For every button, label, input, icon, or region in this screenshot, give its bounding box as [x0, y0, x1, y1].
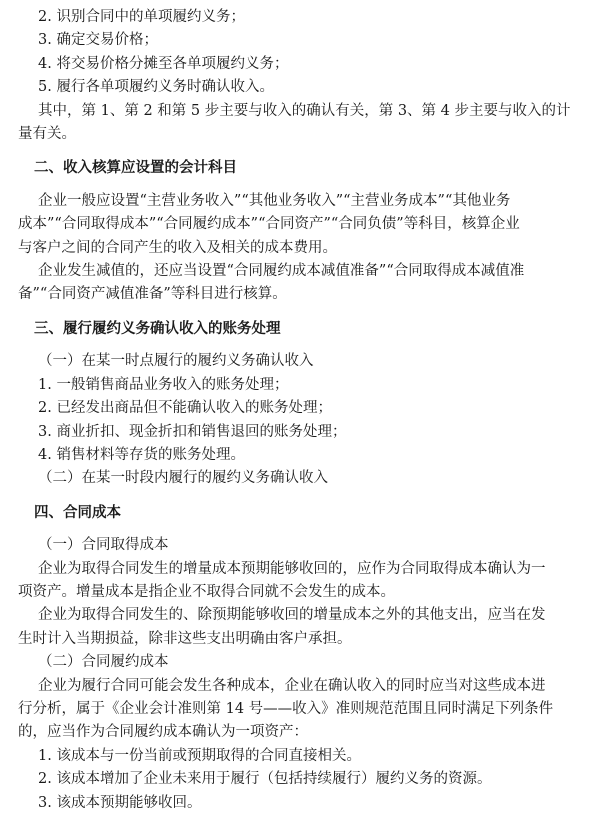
list-item: 1. 该成本与一份当前或预期取得的合同直接相关。	[38, 747, 361, 764]
subsection-heading: （二）在某一时段内履行的履约义务确认收入	[38, 470, 328, 487]
section2-paragraph-1	[18, 190, 578, 260]
list-item: 2. 识别合同中的单项履约义务；	[38, 9, 245, 25]
paragraph-line: 企业一般应设置“主营业务收入”“其他业务收入”“主营业务成本”“其他业务	[38, 192, 511, 209]
step-list	[18, 6, 578, 100]
section4-list	[18, 745, 578, 815]
paragraph-line: 项资产。增量成本是指企业不取得合同就不会发生的成本。	[18, 583, 395, 600]
list-item: 1. 一般销售商品业务收入的账务处理；	[38, 376, 289, 393]
paragraph-line: 量有关。	[18, 126, 76, 143]
section-heading: 四、合同成本	[34, 504, 121, 521]
section-heading: 三、履行履约义务确认收入的账务处理	[34, 320, 281, 337]
paragraph-line: 备”“合同资产减值准备”等科目进行核算。	[18, 286, 287, 303]
paragraph-line: 其中，第 1、第 2 和第 5 步主要与收入的确认有关，第 3、第 4 步主要与收入的计	[38, 102, 571, 119]
list-item: 2. 该成本增加了企业未来用于履行（包括持续履行）履约义务的资源。	[38, 771, 492, 788]
subsection-heading: （二）合同履约成本	[38, 654, 169, 671]
subsection-heading: （一）在某一时点履行的履约义务确认收入	[38, 353, 314, 370]
paragraph-line: 企业为取得合同发生的增量成本预期能够收回的，应作为合同取得成本确认为一	[38, 560, 546, 577]
paragraph-line: 成本”“合同取得成本”“合同履约成本”“合同资产”“合同负债”等科目，核算企业	[18, 216, 520, 233]
list-item: 3. 该成本预期能够收回。	[38, 794, 202, 811]
list-item: 5. 履行各单项履约义务时确认收入。	[38, 79, 274, 96]
list-item: 3. 确定交易价格；	[38, 32, 158, 49]
section2-paragraph-2	[18, 260, 578, 307]
list-item: 4. 将交易价格分摊至各单项履约义务；	[38, 55, 289, 72]
steps-paragraph	[18, 100, 578, 147]
section3-list	[18, 374, 578, 468]
paragraph-line: 企业发生减值的，还应当设置“合同履约成本减值准备”“合同取得成本减值准	[38, 263, 525, 280]
paragraph-line: 与客户之间的合同产生的收入及相关的成本费用。	[18, 239, 337, 256]
list-item: 4. 销售材料等存货的账务处理。	[38, 446, 245, 463]
list-item: 2. 已经发出商品但不能确认收入的账务处理；	[38, 400, 332, 417]
section4-paragraph-2	[18, 604, 578, 651]
section4-paragraph-3	[18, 675, 578, 745]
section4-paragraph-1	[18, 558, 578, 605]
paragraph-line: 企业为取得合同发生的、除预期能够收回的增量成本之外的其他支出，应当在发	[38, 607, 546, 624]
paragraph-line: 的，应当作为合同履约成本确认为一项资产：	[18, 724, 308, 741]
list-item: 3. 商业折扣、现金折扣和销售退回的账务处理；	[38, 423, 347, 440]
paragraph-line: 生时计入当期损益，除非这些支出明确由客户承担。	[18, 630, 352, 647]
paragraph-line: 行分析，属于《企业会计准则第 14 号——收入》准则规范范围且同时满足下列条件	[18, 700, 554, 717]
section-heading: 二、收入核算应设置的会计科目	[34, 160, 237, 177]
paragraph-line: 企业为履行合同可能会发生各种成本，企业在确认收入的同时应当对这些成本进	[38, 677, 546, 694]
subsection-heading: （一）合同取得成本	[38, 537, 169, 554]
